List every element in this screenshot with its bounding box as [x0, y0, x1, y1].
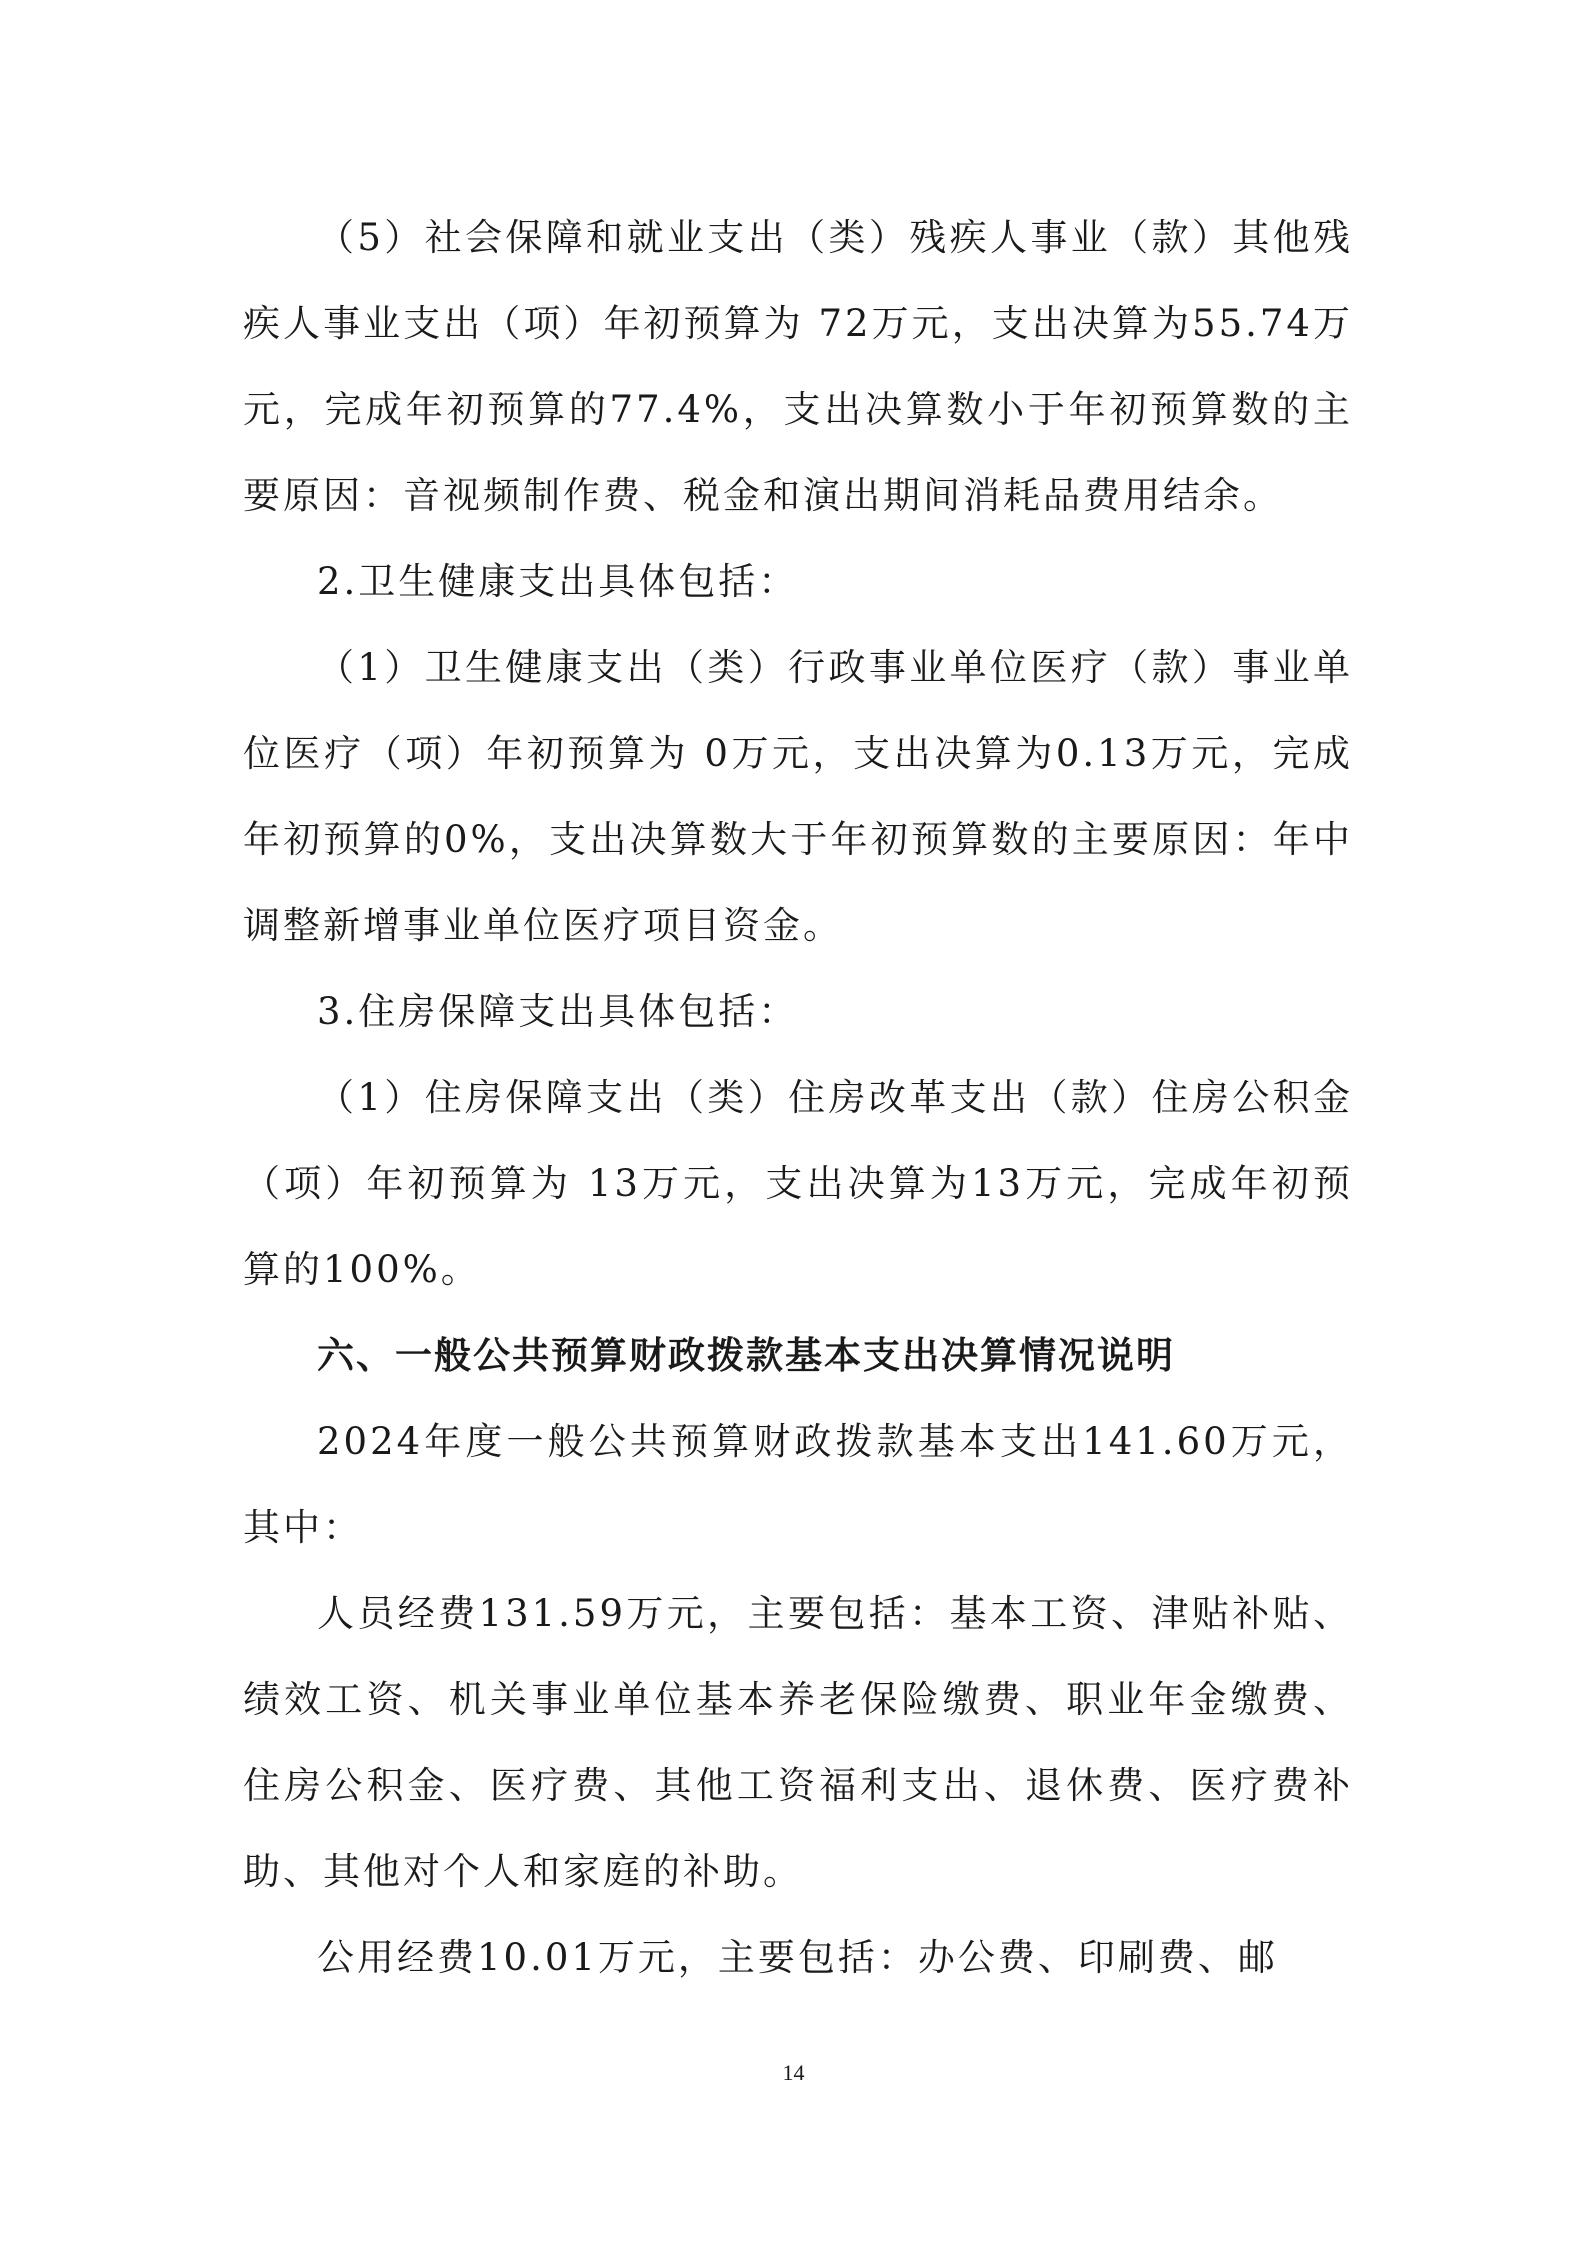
paragraph-basic-expenditure: 2024年度一般公共预算财政拨款基本支出141.60万元，其中：	[243, 1420, 1353, 1549]
paragraph-public-expenses: 公用经费10.01万元，主要包括：办公费、印刷费、邮	[317, 1936, 1278, 1979]
paragraph-housing-fund: （1）住房保障支出（类）住房改革支出（款）住房公积金（项）年初预算为 13万元，支出决算为13万元，完成年初预算的100%。	[243, 1076, 1353, 1291]
document-body	[243, 195, 1353, 2001]
paragraph-health-medical: （1）卫生健康支出（类）行政事业单位医疗（款）事业单位医疗（项）年初预算为 0万元，支出决算为0.13万元，完成年初预算的0%，支出决算数大于年初预算数的主要原因：年中调整新增事业单位医疗项目资金。	[243, 646, 1353, 947]
paragraph-health-intro: 2.卫生健康支出具体包括：	[317, 560, 799, 603]
paragraph-housing-intro: 3.住房保障支出具体包括：	[317, 990, 799, 1033]
paragraph-personnel-expenses: 人员经费131.59万元，主要包括：基本工资、津贴补贴、绩效工资、机关事业单位基本养老保险缴费、职业年金缴费、住房公积金、医疗费、其他工资福利支出、退休费、医疗费补助、其他对个人和家庭的补助。	[243, 1592, 1353, 1893]
paragraph-disabled-affairs: （5）社会保障和就业支出（类）残疾人事业（款）其他残疾人事业支出（项）年初预算为 72万元，支出决算为55.74万元，完成年初预算的77.4%，支出决算数小于年初预算数的主要原因：音视频制作费、税金和演出期间消耗品费用结余。	[243, 216, 1353, 517]
section-heading-six: 六、一般公共预算财政拨款基本支出决算情况说明	[317, 1334, 1175, 1377]
page-number: 14	[782, 2060, 805, 2085]
